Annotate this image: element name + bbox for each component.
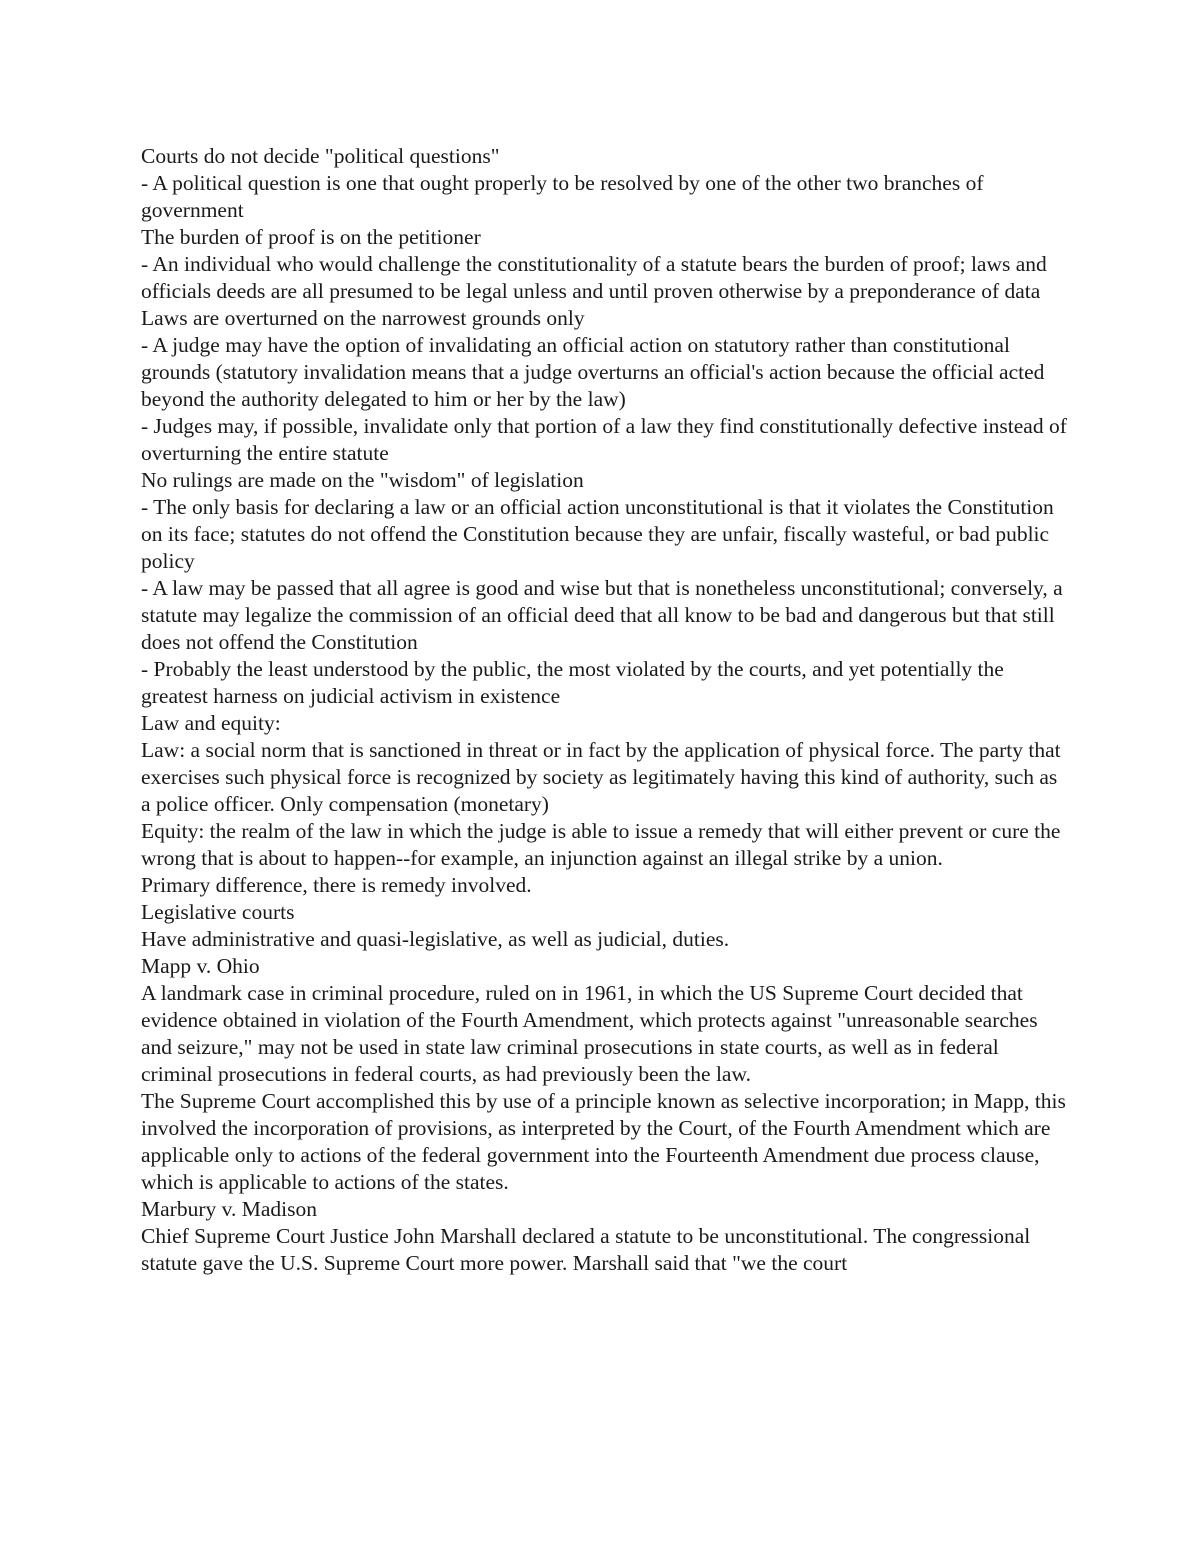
paragraph: Chief Supreme Court Justice John Marshall declared a statute to be unconstitutional. The congressional statute gave the U.S. Supreme Court more power. Marshall said that "we the court [141,1224,1031,1275]
heading-narrowest-grounds: Laws are overturned on the narrowest grounds only [141,306,585,330]
paragraph: - A judge may have the option of invalidating an official action on statutory rather than constitutional grounds (statutory invalidation means that a judge overturns an official's action because the official acted beyond the authority delegated to him or her by the law) [141,333,1045,411]
paragraph: - An individual who would challenge the constitutionality of a statute bears the burden of proof; laws and officials deeds are all presumed to be legal unless and until proven otherwise by a preponderance of data [141,252,1047,303]
heading-political-questions: Courts do not decide "political questions" [141,144,500,168]
paragraph: - A political question is one that ought properly to be resolved by one of the other two branches of government [141,171,984,222]
paragraph: - Judges may, if possible, invalidate only that portion of a law they find constitutionally defective instead of overturning the entire statute [141,414,1067,465]
heading-legislative-courts: Legislative courts [141,900,295,924]
paragraph: Law: a social norm that is sanctioned in threat or in fact by the application of physical force. The party that exercises such physical force is recognized by society as legitimately having this kind of authority, such as a police officer. Only compensation (monetary) [141,738,1061,816]
heading-burden-of-proof: The burden of proof is on the petitioner [141,225,481,249]
heading-marbury-v-madison: Marbury v. Madison [141,1197,317,1221]
document-body [141,143,1071,1277]
heading-law-and-equity: Law and equity: [141,711,281,735]
paragraph: - Probably the least understood by the public, the most violated by the courts, and yet potentially the greatest harness on judicial activism in existence [141,657,1004,708]
paragraph: A landmark case in criminal procedure, ruled on in 1961, in which the US Supreme Court decided that evidence obtained in violation of the Fourth Amendment, which protects against "unreasonable searches and seizure," may not be used in state law criminal prosecutions in state courts, as well as in federal criminal prosecutions in federal courts, as had previously been the law. [141,981,1038,1086]
paragraph: The Supreme Court accomplished this by use of a principle known as selective incorporation; in Mapp, this involved the incorporation of provisions, as interpreted by the Court, of the Fourth Amendment which are applicable only to actions of the federal government into the Fourteenth Amendment due process clause, which is applicable to actions of the states. [141,1089,1066,1194]
heading-wisdom-of-legislation: No rulings are made on the "wisdom" of legislation [141,468,584,492]
paragraph: - A law may be passed that all agree is good and wise but that is nonetheless unconstitutional; conversely, a statute may legalize the commission of an official deed that all know to be bad and dangerous but that still does not offend the Constitution [141,576,1063,654]
heading-mapp-v-ohio: Mapp v. Ohio [141,954,260,978]
paragraph: Have administrative and quasi-legislative, as well as judicial, duties. [141,927,730,951]
paragraph: - The only basis for declaring a law or an official action unconstitutional is that it violates the Constitution on its face; statutes do not offend the Constitution because they are unfair, fiscally wasteful, or bad public policy [141,495,1054,573]
paragraph: Primary difference, there is remedy involved. [141,873,532,897]
paragraph: Equity: the realm of the law in which the judge is able to issue a remedy that will either prevent or cure the wrong that is about to happen--for example, an injunction against an illegal strike by a union. [141,819,1061,870]
